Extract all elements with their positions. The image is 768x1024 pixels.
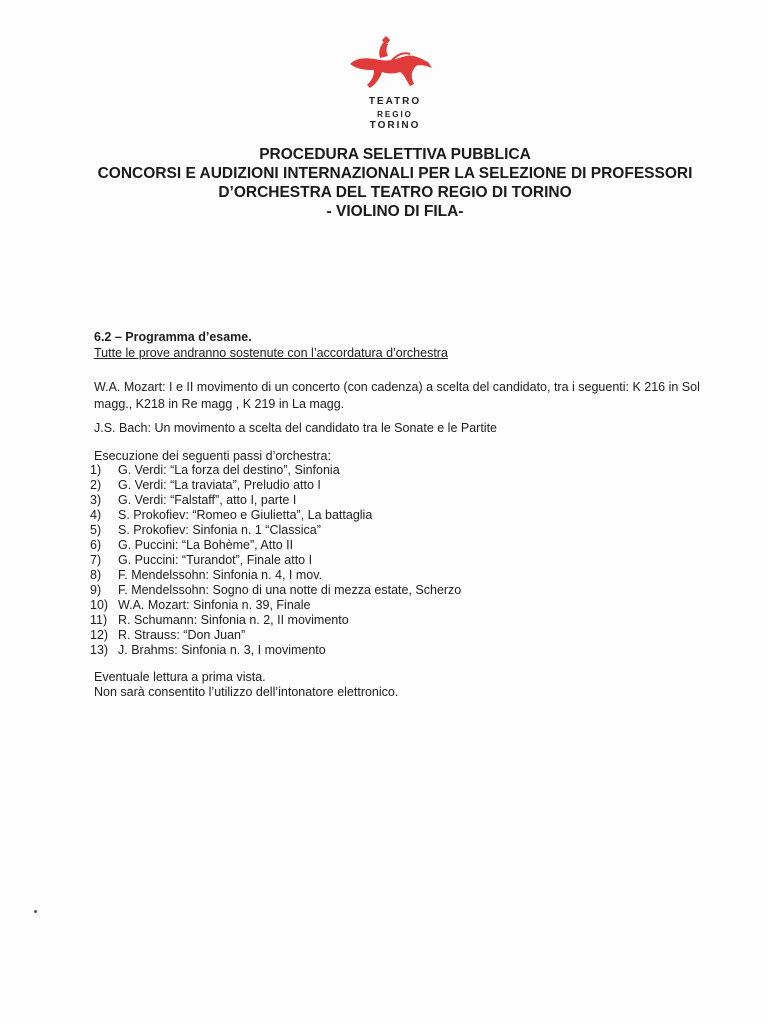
mozart-paragraph: W.A. Mozart: I e II movimento di un concerto (con cadenza) a scelta del candidato, tra i seguenti: K 216 in Sol magg., K218 in Re magg , K 219 in La magg. [94, 380, 700, 411]
list-item-number: 5) [90, 523, 102, 537]
closing-notes [94, 670, 714, 700]
list-item-number: 13) [90, 643, 109, 657]
list-item [90, 493, 590, 508]
list-item-number: 4) [90, 508, 102, 522]
list-item-number: 12) [90, 628, 109, 642]
list-item [90, 463, 590, 478]
list-item-number: 3) [90, 493, 102, 507]
title-line-4: - VIOLINO DI FILA- [326, 203, 464, 220]
section-subheading: Tutte le prove andranno sostenute con l’accordatura d’orchestra [94, 346, 448, 360]
section-heading: 6.2 – Programma d’esame. [94, 330, 252, 344]
list-item-text: S. Prokofiev: “Romeo e Giulietta”, La battaglia [118, 508, 373, 522]
list-item-text: R. Schumann: Sinfonia n. 2, II movimento [118, 613, 349, 627]
list-item [90, 643, 590, 658]
list-item [90, 568, 590, 583]
list-item [90, 538, 590, 553]
list-item [90, 523, 590, 538]
list-item-number: 8) [90, 568, 102, 582]
title-line-2: CONCORSI E AUDIZIONI INTERNAZIONALI PER LA SELEZIONE DI PROFESSORI [97, 165, 693, 182]
list-item-text: G. Puccini: “La Bohème”, Atto II [118, 538, 294, 552]
list-item-text: J. Brahms: Sinfonia n. 3, I movimento [118, 643, 326, 657]
closing-line-1: Eventuale lettura a prima vista. [94, 670, 266, 684]
list-item-text: W.A. Mozart: Sinfonia n. 39, Finale [118, 598, 311, 612]
logo-text-line1: TEATRO [368, 96, 422, 107]
list-item-text: F. Mendelssohn: Sinfonia n. 4, I mov. [118, 568, 323, 582]
list-item-number: 1) [90, 463, 102, 477]
list-item-text: G. Puccini: “Turandot”, Finale atto I [118, 553, 313, 567]
logo-text-line3: TORINO [369, 120, 421, 131]
list-item-number: 2) [90, 478, 102, 492]
closing-line-2: Non sarà consentito l’utilizzo dell’intonatore elettronico. [94, 685, 399, 699]
list-item-number: 9) [90, 583, 102, 597]
passi-list [90, 463, 590, 658]
passi-heading: Esecuzione dei seguenti passi d’orchestra: [94, 449, 331, 463]
list-item [90, 598, 590, 613]
title-line-1: PROCEDURA SELETTIVA PUBBLICA [259, 146, 531, 163]
list-item [90, 613, 590, 628]
list-item-text: F. Mendelssohn: Sogno di una notte di mezza estate, Scherzo [118, 583, 462, 597]
list-item [90, 478, 590, 493]
list-item-text: S. Prokofiev: Sinfonia n. 1 “Classica” [118, 523, 321, 537]
list-item-number: 11) [90, 613, 108, 627]
list-item [90, 583, 590, 598]
list-item [90, 628, 590, 643]
scan-speck [34, 910, 37, 913]
list-item-number: 10) [90, 598, 109, 612]
title-line-3: D’ORCHESTRA DEL TEATRO REGIO DI TORINO [218, 184, 572, 201]
bach-paragraph: J.S. Bach: Un movimento a scelta del candidato tra le Sonate e le Partite [94, 421, 497, 435]
list-item-text: R. Strauss: “Don Juan” [118, 628, 246, 642]
teatro-regio-logo-icon [340, 34, 440, 94]
list-item-text: G. Verdi: “Falstaff”, atto I, parte I [118, 493, 297, 507]
logo-text-line2: REGIO [377, 110, 413, 119]
list-item-text: G. Verdi: “La forza del destino”, Sinfonia [118, 463, 340, 477]
list-item-text: G. Verdi: “La traviata”, Preludio atto I [118, 478, 321, 492]
document-title [60, 145, 730, 221]
list-item-number: 7) [90, 553, 102, 567]
list-item [90, 553, 590, 568]
list-item [90, 508, 590, 523]
list-item-number: 6) [90, 538, 102, 552]
